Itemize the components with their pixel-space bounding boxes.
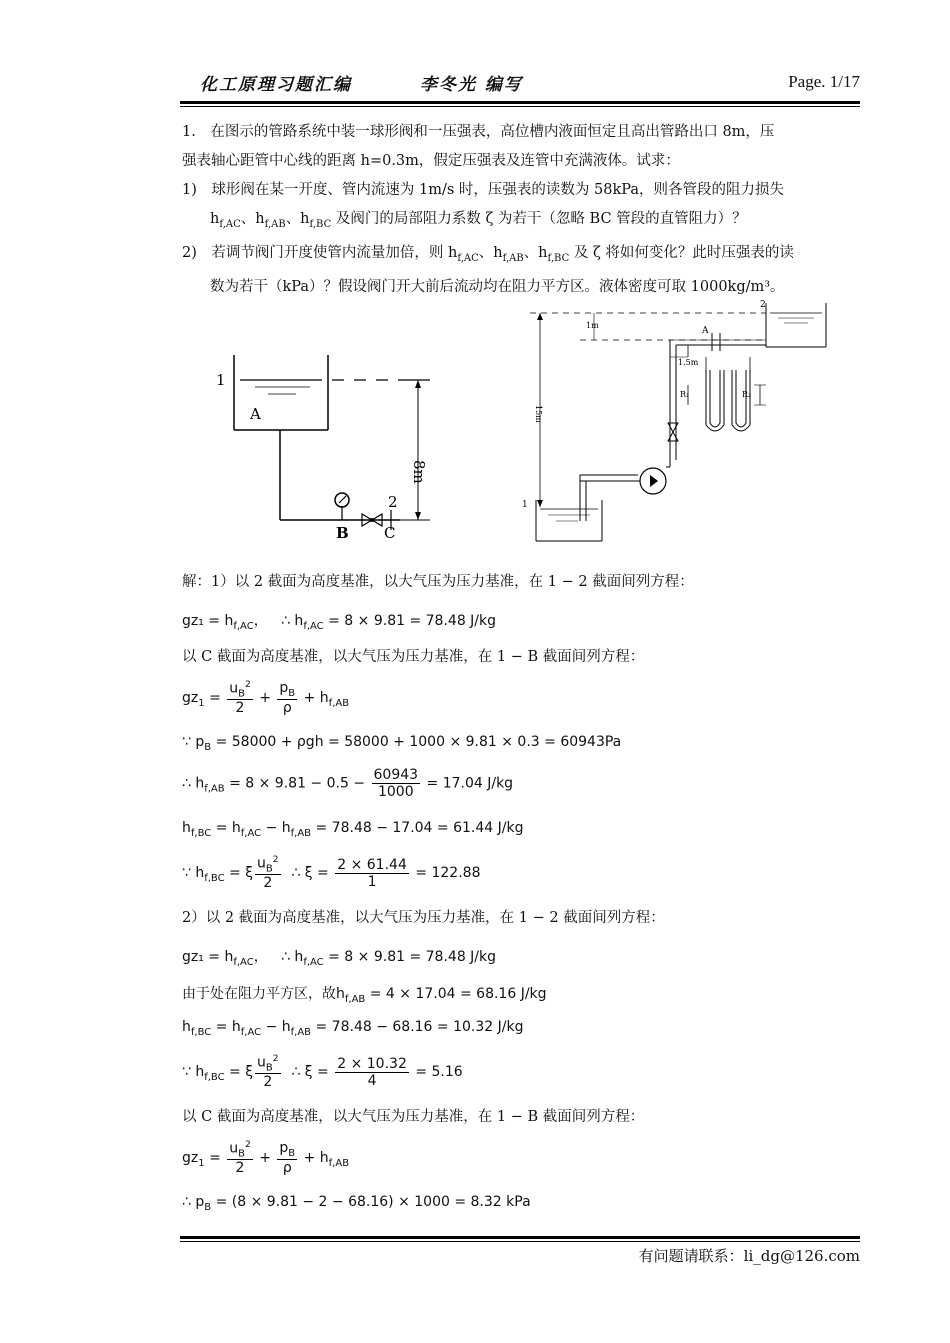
- equation-7: $gz_1 = h_{f,AC}$， ∴ $h_{f,AC} = 8 \times 9.81 = 78.48$ J/kg: [182, 949, 497, 968]
- left-label-C: C: [384, 524, 396, 542]
- footer-rule: [180, 1236, 860, 1239]
- solution-step-3-text: 2）以 2 截面为高度基准，以大气压为压力基准，在 1 − 2 截面间列方程：: [182, 910, 665, 926]
- left-pipe-diagram: [200, 340, 460, 550]
- right-label-1-5m: 1.5m: [678, 358, 699, 367]
- problem-statement: [182, 118, 862, 302]
- problem-line-2: 强表轴心距管中心线的距离 h=0.3m，假定压强表及连管中充满液体。试求：: [182, 153, 680, 169]
- header-author: 李冬光 编写: [420, 75, 523, 95]
- left-label-B: B: [336, 524, 349, 542]
- right-label-1: 1: [522, 500, 528, 510]
- right-label-R2: R₂: [742, 390, 752, 399]
- right-label-R1: R₁: [680, 390, 690, 399]
- footer-rule-thin: [180, 1241, 860, 1242]
- left-label-2: 2: [388, 493, 398, 511]
- left-label-8m: 8m: [410, 460, 428, 484]
- right-label-15m: 15m: [534, 405, 543, 423]
- right-label-A: A: [702, 326, 709, 336]
- equation-9: $h_{f,BC} = h_{f,AC} - h_{f,AB} = 78.48 - 68.16 = 10.32$ J/kg: [182, 1019, 524, 1038]
- right-label-2: 2: [760, 300, 766, 310]
- equation-10: ∵ $h_{f,BC} = \xi$ $\frac{u_B^2}{2}$ ∴ ξ = $\frac{2 \times 10.32}{4}$ = 5.16: [182, 1054, 463, 1091]
- footer-contact: 有问题请联系：li_dg@126.com: [638, 1247, 860, 1265]
- header-rule: [180, 101, 860, 104]
- page-number: Page. 1/17: [788, 72, 860, 91]
- equation-2: $gz_1$ = $\frac{u_B^2}{2}$ + $\frac{p_B}{\rho}$ + $h_{f,AB}$: [182, 680, 350, 717]
- right-pump-diagram: [520, 295, 840, 550]
- equation-1: $gz_1 = h_{f,AC}$， ∴ $h_{f,AC} = 8 \times 9.81 = 78.48$ J/kg: [182, 613, 497, 632]
- equation-6: ∵ $h_{f,BC} = \xi$ $\frac{u_B^2}{2}$ ∴ ξ = $\frac{2 \times 61.44}{1}$ = 122.88: [182, 855, 481, 892]
- equation-3: ∵ $p_B = 58000 + \rho gh = 58000 + 1000 \times 9.81 \times 0.3 = 60943Pa$: [182, 734, 622, 753]
- problem-line-1: 1. 在图示的管路系统中装一球形阀和一压强表，高位槽内液面恒定且高出管路出口 8m，压: [182, 124, 775, 140]
- equation-12: ∴ $p_B = (8 \times 9.81 - 2 - 68.16) \times 1000 = 8.32$ kPa: [182, 1194, 531, 1213]
- question-1-line-2: $h_{f,AC}$、$h_{f,AB}$、$h_{f,BC}$ 及阀门的局部阻力系数 ζ 为若干（忽略 BC 管段的直管阻力）？: [210, 211, 747, 230]
- right-label-1m: 1m: [586, 321, 599, 330]
- question-1-line-1: 1) 球形阀在某一开度、管内流速为 1m/s 时，压强表的读数为 58kPa，则各管段的阻力损失: [182, 182, 784, 198]
- left-label-1: 1: [216, 371, 226, 389]
- solution-step-4-text: 以 C 截面为高度基准，以大气压为压力基准，在 1 − B 截面间列方程：: [182, 1109, 645, 1125]
- question-2-line-2: 数为若干（kPa）？假设阀门开大前后流动均在阻力平方区。液体密度可取 1000kg/m³。: [210, 278, 785, 295]
- solution-step-2-text: 以 C 截面为高度基准，以大气压为压力基准，在 1 − B 截面间列方程：: [182, 649, 645, 665]
- equation-4: ∴ $h_{f,AB} = 8 \times 9.81 - 0.5$ − $\frac{60943}{1000}$ = 17.04 J/kg: [182, 767, 514, 800]
- equation-8-sentence: 由于处在阻力平方区，故$h_{f,AB} = 4 \times 17.04 = 68.16$ J/kg: [182, 986, 547, 1005]
- header-title: 化工原理习题汇编: [200, 75, 352, 95]
- header-rule-thin: [180, 106, 860, 107]
- equation-5: $h_{f,BC} = h_{f,AC} - h_{f,AB} = 78.48 - 17.04 = 61.44$ J/kg: [182, 820, 524, 839]
- solution-step-1-text: 解：1）以 2 截面为高度基准，以大气压为压力基准，在 1 − 2 截面间列方程：: [182, 574, 694, 590]
- left-label-A: A: [250, 405, 261, 423]
- equation-11: $gz_1$ = $\frac{u_B^2}{2}$ + $\frac{p_B}{\rho}$ + $h_{f,AB}$: [182, 1140, 350, 1177]
- question-2-line-1: 2) 若调节阀门开度使管内流量加倍，则 $h_{f,AC}$、$h_{f,AB}$、$h_{f,BC}$ 及 ζ 将如何变化？此时压强表的读: [182, 244, 794, 264]
